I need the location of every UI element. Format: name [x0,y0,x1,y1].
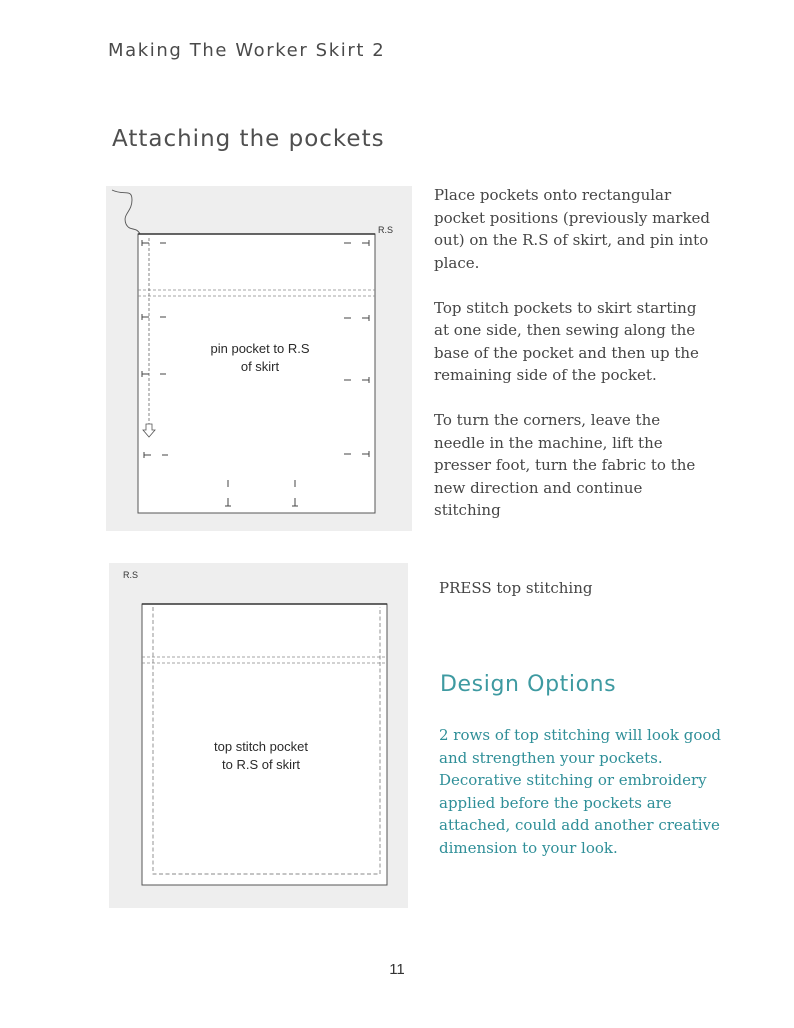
right-side-label: R.S [378,225,394,235]
top-stitch-caption [191,738,331,774]
top-stitch-caption-line1: top stitch pocket [214,739,308,754]
pin-pocket-diagram [106,186,412,531]
pin-pocket-caption [190,340,330,376]
top-stitch-illustration [109,563,408,908]
instruction-step-3: To turn the corners, leave the needle in the machine, lift the presser foot, turn the fabric to the new direction and continue stitching [434,411,696,519]
design-option-2: Decorative stitching or embroidery applied before the pockets are attached, could add another creative dimension to your look. [439,771,720,857]
design-options-title: Design Options [440,672,617,697]
instruction-step-2: Top stitch pockets to skirt starting at one side, then sewing along the base of the pocket and then up the remaining side of the pocket. [434,298,699,384]
pin-pocket-caption-line1: pin pocket to R.S [210,341,310,356]
right-side-label: R.S [123,570,139,580]
page-number: 11 [389,961,405,978]
document-header: Making The Worker Skirt 2 [108,40,386,61]
section-title: Attaching the pockets [112,126,385,152]
design-option-1: 2 rows of top stitching will look good and strengthen your pockets. [439,726,722,767]
pin-pocket-caption-line2: of skirt [240,359,280,374]
instruction-step-1: Place pockets onto rectangular pocket positions (previously marked out) on the R.S of skirt, and pin into place. [434,186,711,272]
top-stitch-caption-line2: to R.S of skirt [221,757,301,772]
press-instruction: PRESS top stitching [439,579,593,597]
top-stitch-diagram [109,563,408,908]
design-options-text [439,724,739,859]
instructions [434,184,712,522]
